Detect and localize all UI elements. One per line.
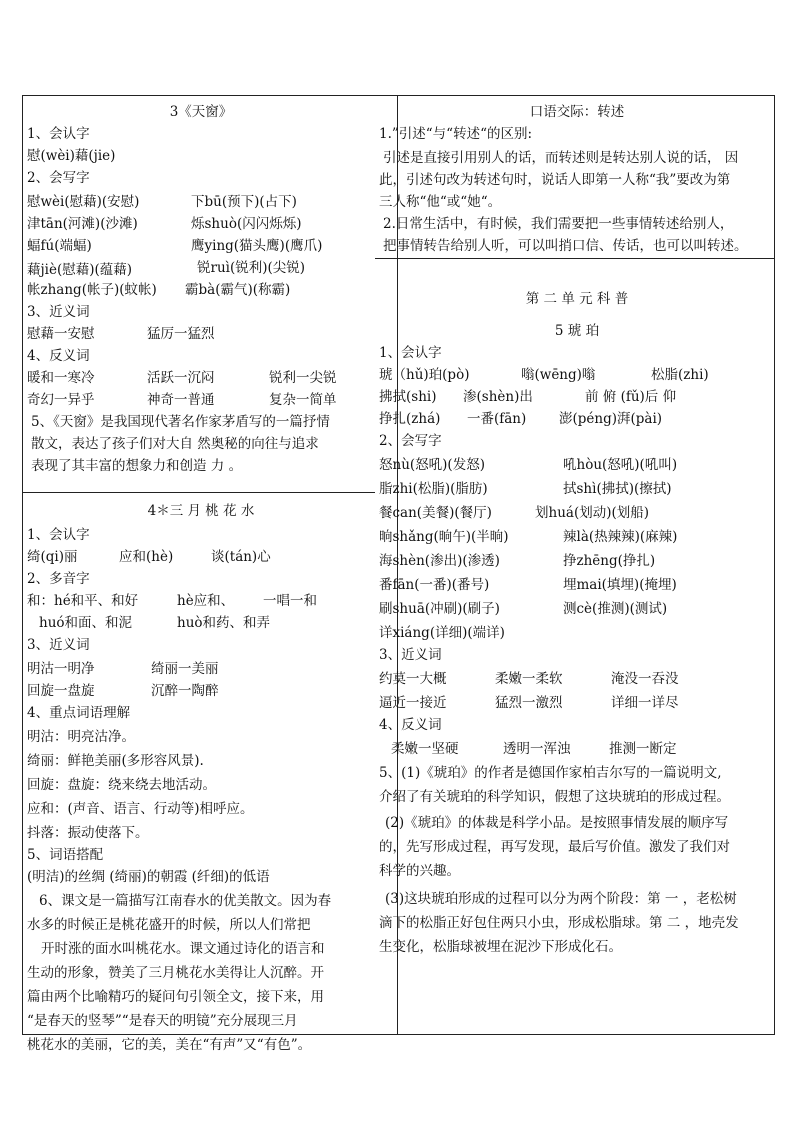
synonym-pair: 绮丽一美丽 — [151, 661, 219, 677]
recognize-word: 应和(hè) — [119, 549, 174, 565]
polyphone-entry: huó和面、和泥 — [39, 615, 133, 631]
recognize-word: 前 俯 (fǔ)后 仰 — [585, 389, 677, 405]
summary-line: “是春天的竖琴”“是春天的明镜”充分展现三月 — [27, 1013, 298, 1029]
recognize-word: 拂拭(shi) — [379, 389, 437, 405]
recognize-word: 绮(qi)丽 — [27, 549, 78, 565]
write-word: 海shèn(渗出)(渗透) — [379, 553, 500, 569]
write-word: 帐zhang(帐子)(蚊帐) — [27, 282, 157, 298]
synonym-pair: 详细一详尽 — [611, 695, 679, 711]
synonym-pair: 逼近一接近 — [379, 695, 447, 711]
summary-line: 生变化，松脂球被埋在泥沙下形成化石。 — [379, 939, 622, 955]
heading-antonyms: 4、反义词 — [379, 717, 442, 733]
write-word: 拭shì(拂拭)(擦拭) — [563, 481, 672, 497]
section-title: 口语交际：转述 — [529, 104, 625, 120]
write-word: 津tān(河滩)(沙滩) — [27, 216, 138, 232]
heading-key-words: 4、重点词语理解 — [27, 705, 131, 721]
antonym-pair: 神奇一普通 — [147, 392, 215, 408]
write-word: 蝠fú(端蝠) — [27, 238, 92, 254]
heading-write: 2、会写字 — [379, 433, 442, 449]
synonym-pair: 淹没一吞没 — [611, 671, 679, 687]
write-word: 吼hòu(怒吼)(吼叫) — [563, 457, 678, 473]
write-word: 餐can(美餐)(餐厅) — [379, 505, 492, 521]
write-word: 埋mai(填埋)(掩埋) — [563, 577, 677, 593]
heading-recognize: 1、会认字 — [27, 527, 90, 543]
right-section-divider — [375, 258, 775, 259]
summary-line: 篇由两个比喻精巧的疑问句引领全文，接下来，用 — [27, 989, 324, 1005]
polyphone-entry: huò和药、和弄 — [177, 615, 271, 631]
heading-synonyms: 3、近义词 — [27, 304, 90, 320]
summary-line: 的，先写形成过程，再写发现，最后写价值。激发了我们对 — [379, 839, 730, 855]
synonym-pair: 猛厉一猛烈 — [147, 326, 215, 342]
write-word: 辣là(热辣辣)(麻辣) — [563, 529, 678, 545]
summary-line: 介绍了有关琥珀的科学知识，假想了这块琥珀的形成过程。 — [379, 789, 730, 805]
answer-line: 把事情转告给别人听，可以叫捎口信、传话，也可以叫转述。 — [383, 238, 748, 254]
write-word: 脂zhi(松脂)(脂肪) — [379, 481, 488, 497]
lesson-title: 4＊三 月 桃 花 水 — [147, 503, 255, 519]
synonym-pair: 慰藉一安慰 — [27, 326, 95, 342]
answer-line: 此，引述句改为转述句时，说话人即第一人称“我”要改为第 — [379, 172, 731, 188]
write-word: 藉jiè(慰藉)(蕴藉) — [27, 262, 133, 278]
collocation-line: (明洁)的丝绸 (绮丽)的朝霞 (纤细)的低语 — [27, 869, 270, 885]
lesson-title: 5 琥 珀 — [554, 323, 600, 339]
synonym-pair: 沉醉一陶醉 — [151, 683, 219, 699]
heading-write: 2、会写字 — [27, 170, 90, 186]
write-word: 番fān(一番)(番号) — [379, 577, 490, 593]
left-section-divider — [23, 492, 375, 493]
write-word: 划huá(划动)(划船) — [535, 505, 650, 521]
answer-line: 三人称“他“或“她“。 — [379, 194, 502, 210]
question-line: 1.”引述“与“转述“的区别: — [379, 126, 533, 142]
heading-synonyms: 3、近义词 — [379, 647, 442, 663]
heading-antonyms: 4、反义词 — [27, 348, 90, 364]
summary-line: 5、《天窗》是我国现代著名作家茅盾写的一篇抒情 — [31, 414, 330, 430]
heading-polyphone: 2、多音字 — [27, 571, 90, 587]
synonym-pair: 明沽一明净 — [27, 661, 95, 677]
antonym-pair: 推测一断定 — [609, 741, 677, 757]
definition: 绮丽：鲜艳美丽(多形容风景). — [27, 753, 204, 769]
recognize-word: 挣扎(zhá) — [379, 411, 441, 427]
recognize-word: 一番(fān) — [467, 411, 527, 427]
write-word: 测cè(推测)(测试) — [563, 601, 668, 617]
antonym-pair: 锐利一尖锐 — [269, 370, 337, 386]
summary-line: 水多的时候正是桃花盛开的时候，所以人们常把 — [27, 917, 311, 933]
question-line: 2.日常生活中，有时候，我们需要把一些事情转述给别人， — [383, 216, 734, 232]
definition: 抖落：振动使落下。 — [27, 825, 149, 841]
summary-line: 滴下的松脂正好包住两只小虫，形成松脂球。第 二 ，地壳发 — [379, 915, 739, 931]
summary-line: 科学的兴趣。 — [379, 863, 460, 879]
heading-recognize: 1、会认字 — [27, 126, 90, 142]
write-word: 烁shuò(闪闪烁烁) — [191, 216, 302, 232]
write-word: 晌shǎng(晌午)(半晌) — [379, 529, 509, 545]
recognize-word: 谈(tán)心 — [211, 549, 271, 565]
synonym-pair: 猛烈一激烈 — [495, 695, 563, 711]
summary-line: 桃花水的美丽，它的美，美在“有声”又“有色”。 — [27, 1037, 312, 1053]
definition: 明沽：明亮沽净。 — [27, 729, 135, 745]
summary-line: 生动的形象，赞美了三月桃花水美得让人沉醉。开 — [27, 965, 324, 981]
summary-line: 散文，表达了孩子们对大自 然奥秘的向往与追求 — [31, 436, 319, 452]
answer-line: 引述是直接引用别人的话，而转述则是转达别人说的话， 因 — [383, 150, 739, 166]
summary-line: (3)这块琥珀形成的过程可以分为两个阶段：第 一 ，老松树 — [385, 891, 737, 907]
write-word: 怒nù(怒吼)(发怒) — [379, 457, 485, 473]
write-word: 下bū(预下)(占下) — [191, 194, 297, 210]
summary-line: 开时涨的面水叫桃花水。课文通过诗化的语言和 — [41, 941, 325, 957]
summary-line: 5、(1)《琥珀》的作者是德国作家柏吉尔写的一篇说明文, — [379, 765, 722, 781]
heading-collocation: 5、词语搭配 — [27, 847, 104, 863]
antonym-pair: 奇幻一异乎 — [27, 392, 95, 408]
recognize-word: 渗(shèn)出 — [463, 389, 533, 405]
document-frame — [22, 95, 775, 1053]
synonym-pair: 回旋一盘旋 — [27, 683, 95, 699]
recognize-word: 嗡(wēng)嗡 — [521, 367, 596, 383]
write-word: 霸bà(霸气)(称霸) — [185, 282, 291, 298]
polyphone-entry: hè应和、 — [177, 593, 235, 609]
write-word: 锐ruì(锐利)(尖锐) — [197, 260, 306, 276]
write-word: 鹰ying(猫头鹰)(鹰爪) — [191, 238, 323, 254]
polyphone-entry: 和：hé和平、和好 — [27, 593, 139, 609]
write-word: 详xiáng(详细)(端详) — [379, 625, 505, 641]
synonym-pair: 约莫一大概 — [379, 671, 447, 687]
antonym-pair: 暖和一寒冷 — [27, 370, 95, 386]
recognize-word: 琥（hǔ)珀(pò) — [379, 367, 470, 383]
unit-title: 第 二 单 元 科 普 — [525, 291, 629, 307]
write-word: 挣zhēng(挣扎) — [563, 553, 656, 569]
antonym-pair: 柔嫩一坚硬 — [391, 741, 459, 757]
antonym-pair: 透明一浑浊 — [503, 741, 571, 757]
antonym-pair: 活跃一沉闷 — [147, 370, 215, 386]
write-word: 刷shuā(冲刷)(刷子) — [379, 601, 500, 617]
summary-line: 6、课文是一篇描写江南春水的优美散文。因为春 — [39, 893, 332, 909]
summary-line: (2)《琥珀》的体裁是科学小品。是按照事情发展的顺序写 — [385, 815, 729, 831]
recognize-word: 松脂(zhi) — [651, 367, 709, 383]
heading-synonyms: 3、近义词 — [27, 637, 90, 653]
synonym-pair: 柔嫩一柔软 — [495, 671, 563, 687]
lesson-title: 3《天窗》 — [169, 104, 233, 120]
definition: 回旋：盘旋：绕来绕去地活动。 — [27, 777, 216, 793]
heading-recognize: 1、会认字 — [379, 345, 442, 361]
recognize-word: 澎(péng)湃(pài) — [559, 411, 663, 427]
polyphone-entry: 一唱一和 — [263, 593, 317, 609]
summary-line: 表现了其丰富的想象力和创造 力 。 — [31, 458, 243, 474]
antonym-pair: 复杂一简单 — [269, 392, 337, 408]
recognize-words: 慰(wèi)藉(jie) — [27, 148, 116, 164]
write-word: 慰wèi(慰藉)(安慰) — [27, 194, 140, 210]
definition: 应和：(声音、语言、行动等)相呼应。 — [27, 801, 254, 817]
